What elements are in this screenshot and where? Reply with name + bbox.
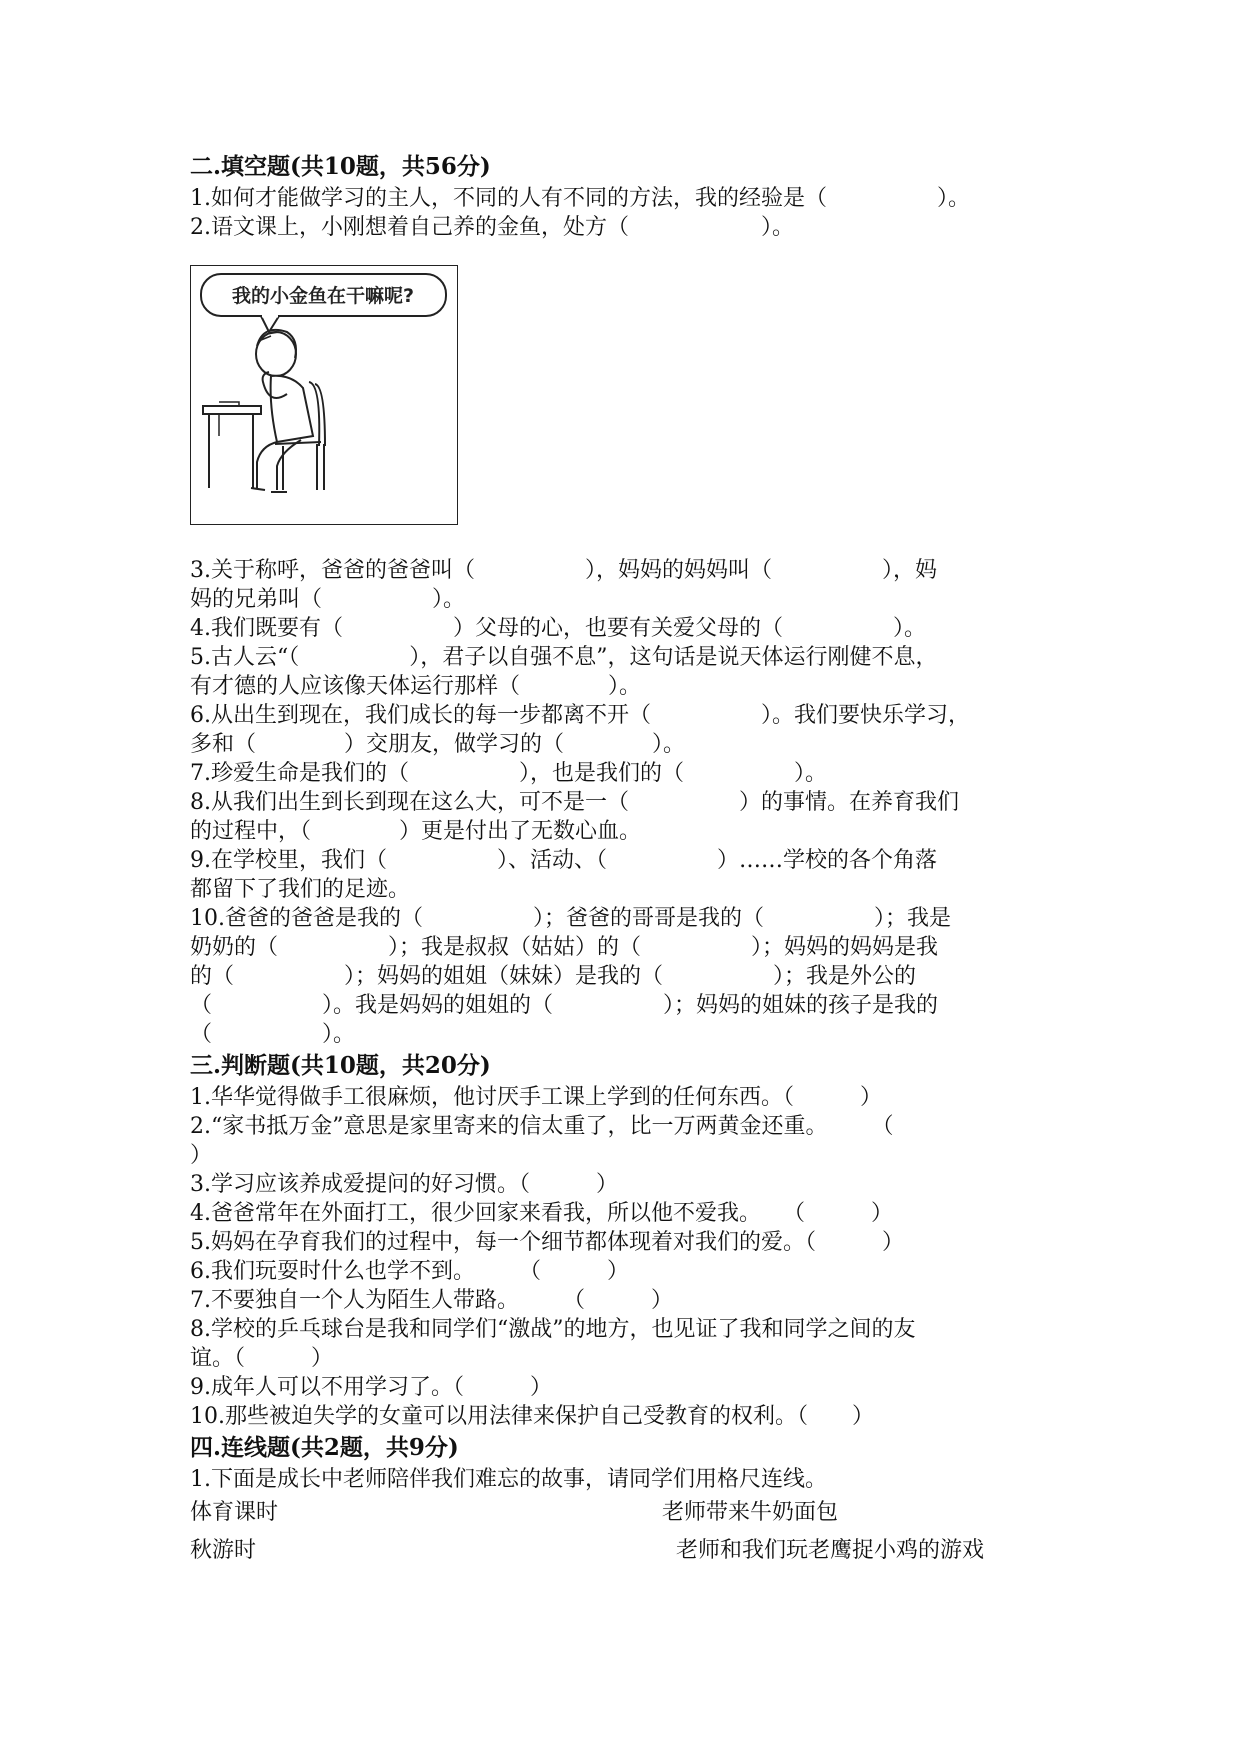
question-line: 3.关于称呼，爸爸的爸爸叫（ ），妈妈的妈妈叫（ ），妈 <box>190 558 937 583</box>
question-line: 多和（ ）交朋友，做学习的（ ）。 <box>190 732 686 757</box>
speech-bubble-text: 我的小金鱼在干嘛呢? <box>231 285 415 307</box>
question-line: 奶奶的（ ）；我是叔叔（姑姑）的（ ）；妈妈的妈妈是我 <box>190 935 939 960</box>
question-line: 5.古人云“（ ），君子以自强不息”，这句话是说天体运行刚健不息， <box>190 645 938 670</box>
section4-title: 四.连线题(共2题，共9分) <box>190 1434 459 1461</box>
question-line: 7.不要独自一个人为陌生人带路。 （ ） <box>190 1288 673 1313</box>
question-line: 10.爸爸的爸爸是我的（ ）；爸爸的哥哥是我的（ ）；我是 <box>190 906 951 931</box>
question-line: 9.在学校里，我们（ ）、活动、（ ）……学校的各个角落 <box>190 848 937 873</box>
question-line: 妈的兄弟叫（ ）。 <box>190 587 466 612</box>
matching-right-item: 老师和我们玩老鹰捉小鸡的游戏 <box>676 1538 985 1563</box>
question-line: 6.我们玩耍时什么也学不到。 （ ） <box>190 1259 629 1284</box>
matching-right-item: 老师带来牛奶面包 <box>662 1500 839 1525</box>
section2-title: 二.填空题(共10题，共56分) <box>190 153 491 180</box>
question-line: 5.妈妈在孕育我们的过程中，每一个细节都体现着对我们的爱。（ ） <box>190 1230 904 1255</box>
matching-left-item: 秋游时 <box>190 1538 257 1563</box>
question-line: 4.爸爸常年在外面打工，很少回家来看我，所以他不爱我。 （ ） <box>190 1201 893 1226</box>
goldfish-cartoon-image <box>190 265 458 525</box>
question-line: 8.学校的乒乓球台是我和同学们“激战”的地方，也见证了我和同学之间的友 <box>190 1317 916 1342</box>
section3-questions <box>190 1083 1070 1431</box>
question-line: （ ）。我是妈妈的姐姐的（ ）；妈妈的姐妹的孩子是我的 <box>190 993 939 1018</box>
question-line: 谊。（ ） <box>190 1346 334 1371</box>
question-line: 有才德的人应该像天体运行那样（ ）。 <box>190 674 642 699</box>
question-line: （ ）。 <box>190 1022 356 1047</box>
question-line: 8.从我们出生到长到现在这么大，可不是一（ ）的事情。在养育我们 <box>190 790 959 815</box>
worksheet-page <box>190 150 1070 1570</box>
question-line: 9.成年人可以不用学习了。（ ） <box>190 1375 552 1400</box>
question-line: 2.语文课上，小刚想着自己养的金鱼，处方（ ）。 <box>190 215 794 240</box>
question-line: 2.“家书抵万金”意思是家里寄来的信太重了，比一万两黄金还重。 （ <box>190 1114 894 1139</box>
question-line: 的过程中，（ ）更是付出了无数心血。 <box>190 819 642 844</box>
matching-row <box>190 1494 1070 1532</box>
question-line: 的（ ）；妈妈的姐姐（妹妹）是我的（ ）；我是外公的 <box>190 964 917 989</box>
matching-intro: 1.下面是成长中老师陪伴我们难忘的故事，请同学们用格尺连线。 <box>190 1467 827 1492</box>
question-line: 1.华华觉得做手工很麻烦，他讨厌手工课上学到的任何东西。（ ） <box>190 1085 882 1110</box>
question-line: 都留下了我们的足迹。 <box>190 877 411 902</box>
question-line: 4.我们既要有（ ）父母的心，也要有关爱父母的（ ）。 <box>190 616 926 641</box>
question-line: 7.珍爱生命是我们的（ ），也是我们的（ ）。 <box>190 761 827 786</box>
question-line: 10.那些被迫失学的女童可以用法律来保护自己受教育的权利。（ ） <box>190 1404 874 1429</box>
question-line: 6.从出生到现在，我们成长的每一步都离不开（ ）。我们要快乐学习， <box>190 703 970 728</box>
question-line: 1.如何才能做学习的主人，不同的人有不同的方法，我的经验是（ ）。 <box>190 186 970 211</box>
question-line: ） <box>190 1143 213 1168</box>
matching-row <box>190 1532 1070 1570</box>
matching-left-item: 体育课时 <box>190 1500 279 1525</box>
matching-list <box>190 1494 1070 1570</box>
section2-questions-a <box>190 184 1070 242</box>
boy-at-desk-illustration <box>191 266 457 524</box>
section3-title: 三.判断题(共10题，共20分) <box>190 1052 491 1079</box>
question-line: 3.学习应该养成爱提问的好习惯。（ ） <box>190 1172 618 1197</box>
section2-questions-b <box>190 556 1070 1049</box>
